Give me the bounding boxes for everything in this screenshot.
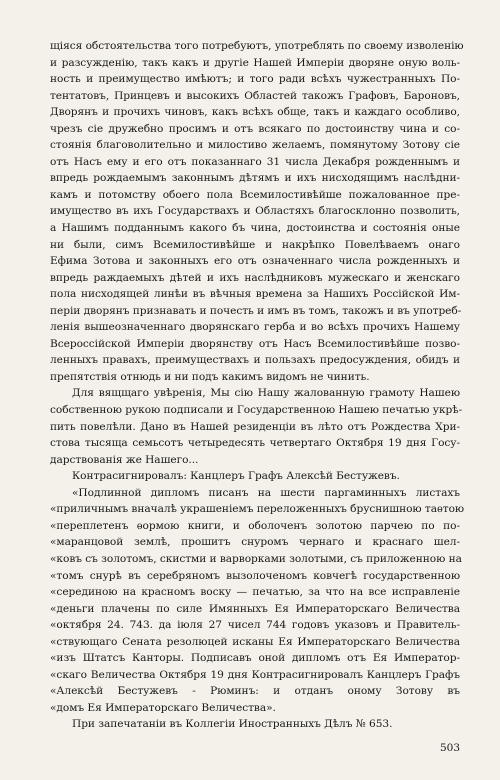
text-line: «изъ Штатсъ Канторы. Подписавъ оной дипломъ отъ Ея Император- bbox=[50, 652, 460, 665]
text-line: Ефима Зотова и законныхъ его отъ означеннаго числа рожденныхъ и bbox=[50, 255, 460, 268]
archive-note-line: При запечатаніи въ Коллегіи Иностранныхъ Дѣлъ № 653. bbox=[72, 718, 393, 731]
text-line: ность и преимущество имѣютъ; и того ради всѣхъ чужестранныхъ По- bbox=[50, 73, 460, 86]
text-line: препятствія отнюдь и ни подъ какимъ видомъ не чинить. bbox=[50, 370, 370, 383]
text-line: ни были, симъ Всемилостивѣйше и накрѣпко Повелѣваемъ онаго bbox=[50, 238, 460, 251]
text-line: «скаго Величества Октября 19 дня Контрасигнировалъ Канцлеръ Графъ bbox=[50, 668, 460, 681]
countersign-line: Контрасигнировалъ: Канцлеръ Графъ Алексѣй Бестужевъ. bbox=[72, 470, 400, 483]
text-line: отъ Насъ ему и его отъ показаннаго 31 числа Декабря рожденнымъ и bbox=[50, 155, 460, 168]
text-line: имущество въ ихъ Государствахъ и Областяхъ благосклонно позволить, bbox=[50, 205, 460, 218]
text-line: «ствующаго Сената резолюцей исканы Ея Императорскаго Величества bbox=[50, 635, 460, 648]
text-line: чрезъ сіе дружебно просимъ и отъ всякаго по достоинству чина и со- bbox=[50, 122, 460, 135]
text-line: камъ и потомству обоего пола Всемилостивѣйше пожалованное пре- bbox=[50, 188, 460, 201]
text-line: пола нисходящей линѣи въ вѣчныя времена за Нашихъ Россійской Им- bbox=[50, 288, 460, 301]
text-line: ленныхъ правахъ, преимуществахъ и пользахъ предосуждения, обидъ и bbox=[50, 354, 460, 367]
text-line: «Алексѣй Бестужевъ - Рюминъ: и отданъ оному Зотову въ bbox=[50, 685, 460, 698]
text-line: «томъ снурѣ въ серебряномъ вызолоченомъ ковчегѣ государственною bbox=[50, 569, 460, 582]
text-line: пить повелѣли. Дано въ Нашей резиденціи въ лѣто отъ Рождества Хри- bbox=[50, 420, 460, 433]
text-line: Дворянъ и прочихъ чиновъ, какъ всѣхъ обще, такъ и каждаго особливо, bbox=[50, 106, 460, 119]
text-line: «серединою на красномъ воску — печатью, за что на все исправленіе bbox=[50, 586, 460, 599]
text-line: «октября 24. 743. да іюля 27 чисел 744 годовъ указовъ и Правитель- bbox=[50, 619, 460, 632]
text-line: «маранцовой землѣ, прошитъ снуромъ чернаго и краснаго шел- bbox=[50, 536, 460, 549]
text-line: впредь рождаемымъ законнымъ дѣтямъ и ихъ нисходящимъ наслѣдни- bbox=[50, 172, 460, 185]
page-number: 503 bbox=[439, 742, 460, 754]
text-line: собственною рукою подписали и Государственною Нашею печатью укрѣ- bbox=[50, 404, 463, 417]
text-line: дарствованія же Нашего... bbox=[50, 453, 199, 466]
text-line: періи дворянъ признавать и почесть и имъ въ томъ, такожъ и въ употреб- bbox=[50, 304, 462, 317]
text-line: впредь раждаемыхъ дѣтей и ихъ наслѣдниковъ мужескаго и женскаго bbox=[50, 271, 460, 284]
text-line: щіяся обстоятельства того потребуютъ, употреблять по своему изволенію bbox=[50, 40, 464, 52]
text-line: стоянія благоволительно и милостиво желаемъ, помянутому Зотову сіе bbox=[50, 139, 460, 152]
text-line: «приличнымъ вначалѣ украшеніемъ переложенныхъ бруснишною таѳтою bbox=[50, 503, 465, 516]
text-line: ленія вышеозначеннаго дворянскаго герба и во всѣхъ прочихъ Нашему bbox=[50, 321, 460, 334]
text-line: и разсужденію, такъ какъ и другіе Нашей Имперіи дворяне оную воль- bbox=[50, 56, 460, 69]
text-line: а Нашимъ подданнымъ какого бъ чина, достоинства и состоянія оные bbox=[50, 222, 460, 235]
text-line: «ковъ съ золотомъ, скистми и варворками золотыми, съ приложенною на bbox=[50, 552, 462, 565]
text-line: тентатовъ, Принцевъ и высокихъ Областей такожъ Графовъ, Бароновъ, bbox=[50, 89, 460, 102]
text-line: Для вящщаго увѣренія, Мы сію Нашу жалованную грамоту Нашею bbox=[72, 387, 460, 400]
body-text bbox=[50, 38, 465, 733]
text-line: «переплетенъ ѳормою книги, и оболоченъ золотою парчею по по- bbox=[50, 519, 460, 532]
text-line: «домъ Ея Императорскаго Величества». bbox=[50, 701, 276, 714]
text-line: «деньги плачены по силе Имянныхъ Ея Императорскаго Величества bbox=[50, 602, 460, 615]
text-line: Всероссійской Имперіи дворянству отъ Насъ Всемилостивѣйше позво- bbox=[50, 337, 460, 350]
text-line: стова тысяща семьсотъ четыредесять четвертаго Октября 19 дня Госу- bbox=[50, 437, 460, 450]
text-line: «Подлинной дипломъ писанъ на шести паргаминныхъ листахъ bbox=[72, 486, 460, 499]
